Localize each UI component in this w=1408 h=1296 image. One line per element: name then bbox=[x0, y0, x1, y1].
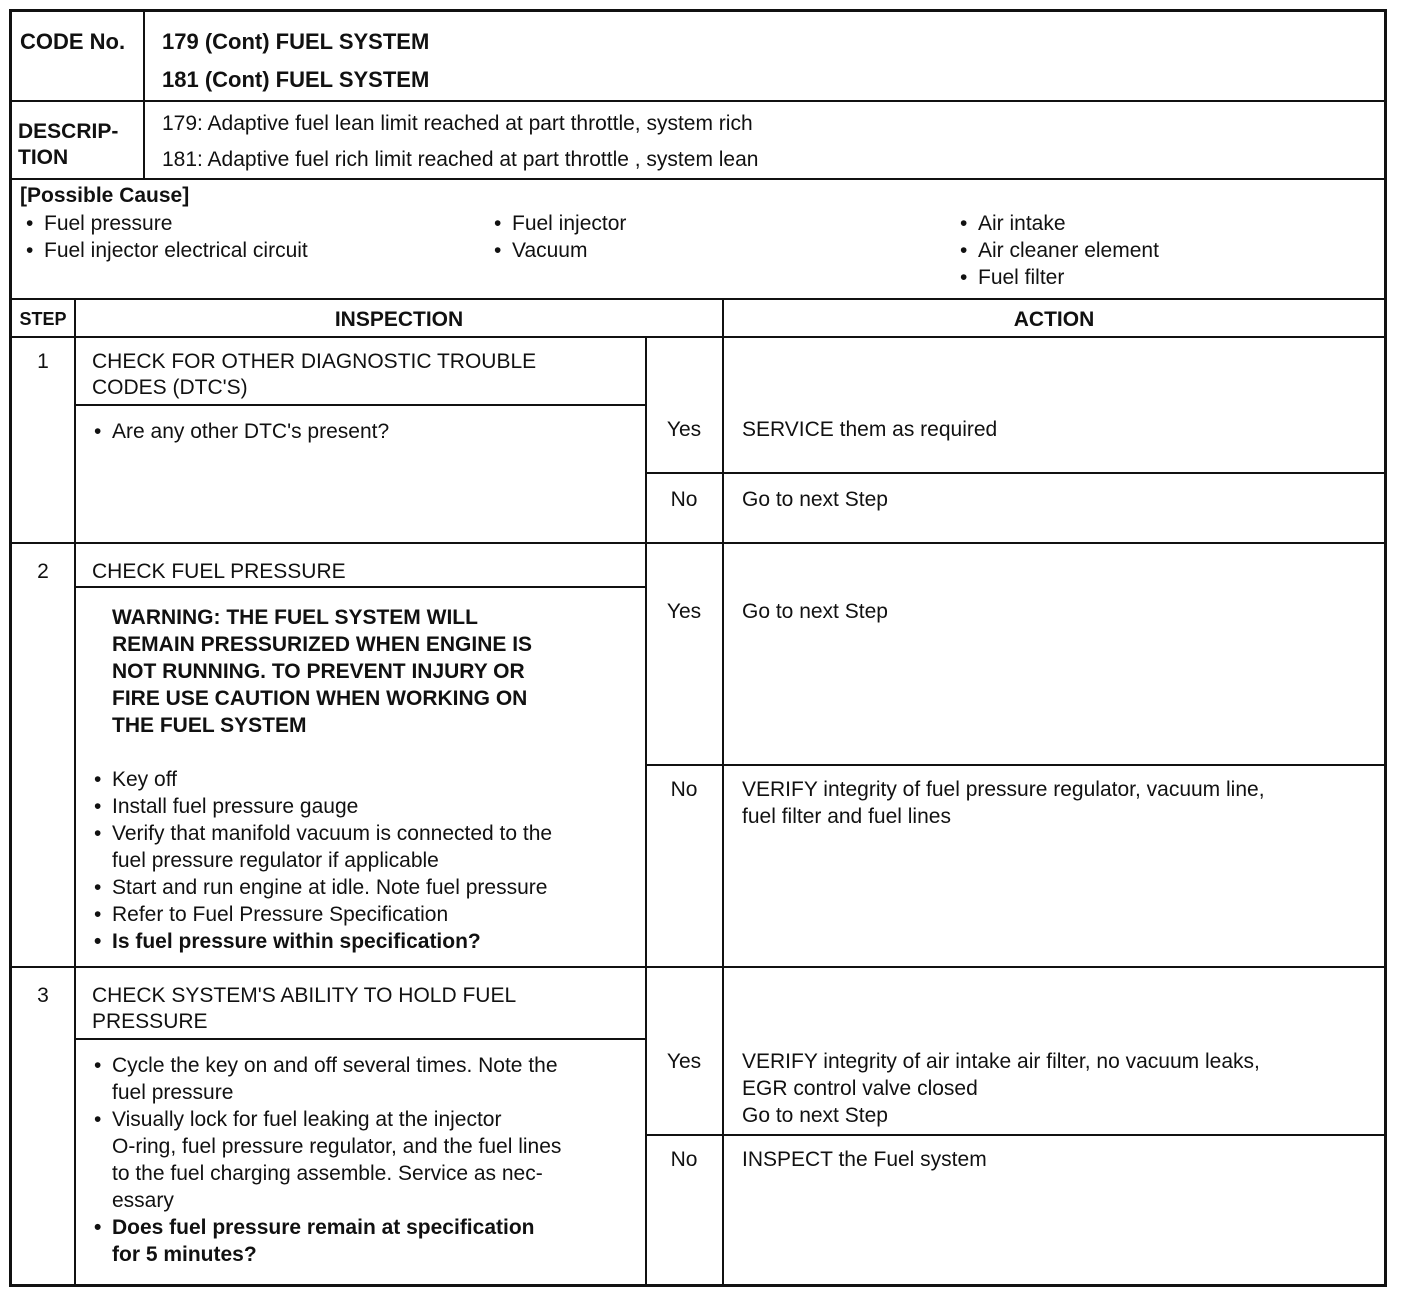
list-item: • Air intake bbox=[956, 210, 1159, 237]
cause-list-3 bbox=[956, 210, 1159, 291]
list-item: • Are any other DTC's present? bbox=[90, 418, 389, 445]
diagnostic-table bbox=[9, 9, 1387, 1287]
yes-action: SERVICE them as required bbox=[742, 418, 998, 441]
inspection-question: • Does fuel pressure remain at specification bbox=[90, 1214, 561, 1241]
list-item: • Vacuum bbox=[490, 237, 626, 264]
list-item: • Verify that manifold vacuum is connected to the bbox=[90, 820, 552, 847]
code-label: CODE No. bbox=[20, 29, 126, 54]
divider bbox=[76, 1038, 646, 1040]
code-line-181: 181 (Cont) FUEL SYSTEM bbox=[162, 67, 430, 92]
list-item-continued: to the fuel charging assemble. Service as nec- bbox=[112, 1162, 543, 1185]
description-179: 179: Adaptive fuel lean limit reached at part throttle, system rich bbox=[162, 112, 753, 135]
step-divider bbox=[12, 542, 1384, 544]
step-number: 1 bbox=[37, 350, 49, 373]
divider bbox=[76, 404, 646, 406]
step-title: CHECK SYSTEM'S ABILITY TO HOLD FUEL bbox=[92, 984, 517, 1007]
yes-action: Go to next Step bbox=[742, 1104, 888, 1127]
step-header: STEP bbox=[19, 309, 67, 329]
step-divider bbox=[12, 966, 1384, 968]
list-item: • Fuel injector bbox=[490, 210, 626, 237]
possible-cause-title: [Possible Cause] bbox=[20, 184, 190, 207]
yes-action: Go to next Step bbox=[742, 600, 888, 623]
action-header: ACTION bbox=[1013, 308, 1095, 331]
inspection-question-continued: for 5 minutes? bbox=[112, 1243, 257, 1266]
list-item: • Fuel filter bbox=[956, 264, 1159, 291]
no-action: Go to next Step bbox=[742, 488, 888, 511]
divider bbox=[646, 764, 1384, 766]
warning-text: WARNING: THE FUEL SYSTEM WILL bbox=[112, 606, 478, 629]
step-title: PRESSURE bbox=[92, 1010, 208, 1033]
step-number: 3 bbox=[37, 984, 49, 1007]
step-number: 2 bbox=[37, 560, 49, 583]
divider bbox=[74, 298, 76, 1284]
no-label: No bbox=[670, 488, 698, 511]
yes-label: Yes bbox=[666, 600, 702, 623]
yes-action: VERIFY integrity of air intake air filter, no vacuum leaks, bbox=[742, 1050, 1260, 1073]
list-item: • Cycle the key on and off several times. Note the bbox=[90, 1052, 561, 1079]
cause-list-2 bbox=[490, 210, 626, 264]
divider bbox=[645, 968, 647, 1284]
list-item-continued: fuel pressure bbox=[112, 1081, 234, 1104]
code-line-179: 179 (Cont) FUEL SYSTEM bbox=[162, 29, 430, 54]
inspection-list bbox=[90, 766, 552, 955]
warning-text: THE FUEL SYSTEM bbox=[112, 714, 307, 737]
list-item-continued: fuel pressure regulator if applicable bbox=[112, 849, 439, 872]
divider bbox=[722, 298, 724, 1284]
list-item: • Key off bbox=[90, 766, 552, 793]
list-item: • Refer to Fuel Pressure Specification bbox=[90, 901, 552, 928]
inspection-list bbox=[90, 418, 389, 445]
list-item: • Start and run engine at idle. Note fuel pressure bbox=[90, 874, 552, 901]
divider bbox=[646, 472, 1384, 474]
no-label: No bbox=[670, 778, 698, 801]
list-item: • Air cleaner element bbox=[956, 237, 1159, 264]
warning-text: NOT RUNNING. TO PREVENT INJURY OR bbox=[112, 660, 525, 683]
yes-label: Yes bbox=[666, 418, 702, 441]
divider bbox=[12, 298, 1384, 300]
divider bbox=[12, 100, 1384, 102]
inspection-list bbox=[90, 1052, 561, 1268]
step-title: CODES (DTC'S) bbox=[92, 376, 248, 399]
inspection-question: • Is fuel pressure within specification? bbox=[90, 928, 552, 955]
no-action: fuel filter and fuel lines bbox=[742, 805, 951, 828]
divider bbox=[646, 1134, 1384, 1136]
description-181: 181: Adaptive fuel rich limit reached at part throttle , system lean bbox=[162, 148, 759, 171]
yes-label: Yes bbox=[666, 1050, 702, 1073]
list-item: • Fuel injector electrical circuit bbox=[22, 237, 308, 264]
list-item-continued: essary bbox=[112, 1189, 174, 1212]
list-item: • Visually lock for fuel leaking at the injector bbox=[90, 1106, 561, 1133]
list-item-continued: O-ring, fuel pressure regulator, and the fuel lines bbox=[112, 1135, 562, 1158]
description-label-1: DESCRIP- bbox=[18, 120, 119, 143]
description-label-2: TION bbox=[18, 146, 69, 169]
no-action: VERIFY integrity of fuel pressure regulator, vacuum line, bbox=[742, 778, 1265, 801]
cause-list-1 bbox=[22, 210, 308, 264]
warning-text: REMAIN PRESSURIZED WHEN ENGINE IS bbox=[112, 633, 533, 656]
list-item: • Fuel pressure bbox=[22, 210, 308, 237]
step-title: CHECK FOR OTHER DIAGNOSTIC TROUBLE bbox=[92, 350, 537, 373]
no-action: INSPECT the Fuel system bbox=[742, 1148, 987, 1171]
no-label: No bbox=[670, 1148, 698, 1171]
step-title: CHECK FUEL PRESSURE bbox=[92, 560, 346, 583]
divider bbox=[12, 178, 1384, 180]
inspection-header: INSPECTION bbox=[334, 308, 464, 331]
divider bbox=[76, 586, 646, 588]
divider bbox=[12, 336, 1384, 338]
yes-action: EGR control valve closed bbox=[742, 1077, 978, 1100]
list-item: • Install fuel pressure gauge bbox=[90, 793, 552, 820]
warning-text: FIRE USE CAUTION WHEN WORKING ON bbox=[112, 687, 528, 710]
divider bbox=[143, 12, 145, 178]
